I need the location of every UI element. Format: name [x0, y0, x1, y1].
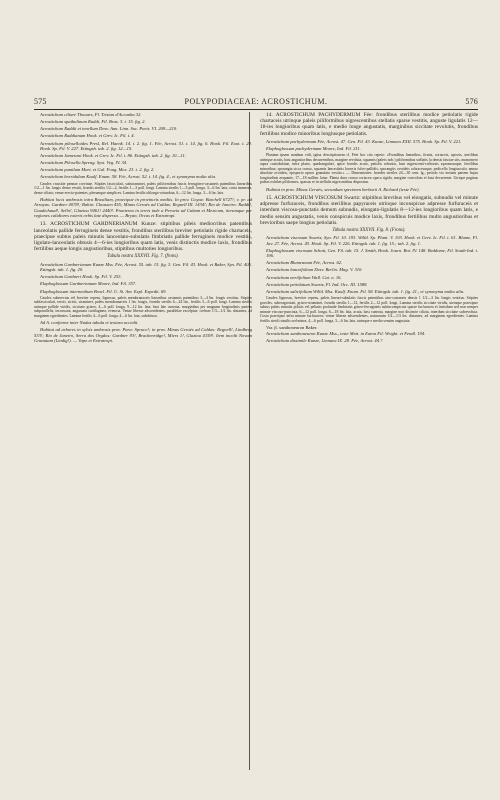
note-paragraph: Ad A. conforme inter Nudas tabula et textura accedit. — [40, 320, 139, 326]
synonym-entry: Acrostichum pachydermum Fée, Acrost. 47. Gen. Fil. 43. Kunze, Linnaea XXII. 575. Hook. Sp. Fil. V. 221. — [266, 138, 462, 144]
page-header — [34, 97, 478, 109]
plate-reference: Tabula nostra XXXVII. Fig. 8. (Frons). — [332, 228, 406, 234]
header-rule — [34, 109, 478, 110]
variety-heading: Var. β. xanthoneuron Baker. — [266, 325, 318, 331]
synonym-entry: Elaphoglossum Gardnerianum Moore, Ind. Fil. 357. — [40, 281, 137, 287]
synonym-entry: Acrostichum salicifolium Willd. Mss. Kaulf. Enum. Fil. 58. Ettingsh. tab. 1. fig. 21., et synonyma multa alia. — [266, 288, 465, 294]
synonym-entry: Acrostichum neriifolium Wall. Cat. n. 16. — [266, 274, 342, 280]
description-paragraph: Caudex crassitie pennae corvinae. Stipites fasciculati, substraminei, paleis piliformibus fuscis ferrugineo-castaneis patentibus linearibus 1/2—1 lin. longis dense vestiti, frondis sterilis 1/2—2, fertilis 1—3 poll. longi. Lamina sterilis 1—3 poll. longa, 3—6 lin. lata; costa immersa, dense ciliata; venae erecto-patentes, plerumque simplices. Lamina fertilis oblongo-rotundata, 6—12 lin. longa, 3—6 lin. lata. — [34, 181, 252, 195]
synonym-list-13 — [34, 262, 252, 294]
synonym-list-15 — [260, 235, 478, 294]
synonym-entry: Elaphoglossum intermedium Bracl. Fil. U. St. Am. Expl. Expedit. 69. — [40, 288, 167, 294]
synonym-entry: Acrostichum Jamesoni Hook. et Grev. Ic. Fil. t. 86. Ettingsh. tab. 2. fig. 10—11. — [40, 153, 186, 159]
plate-reference: Tabula nostra XXXVII. Fig. 7. (frons). — [107, 254, 179, 260]
synonym-entry: Acrostichum spathulinum Raddi, Fil. Bras. 3. t. 15. fig. 2. — [40, 119, 146, 125]
synonym-entry: Acrostichum dissimile Kunze, Linnaea IX. 28. Fée, Acrost. 44.? — [266, 337, 383, 343]
synonym-entry: Acrostichum Blumeanum Fée, Acrost. 62. — [266, 260, 343, 266]
synonym-entry: Acrostichum lanceifolium Desv. Berlin. Mag. V. 310. — [266, 267, 363, 273]
synonym-entry: Acrostichum Gardnerianum Kunze Mss. Fée, Acrost. 55. tab. 15. fig. 3. Gen. Fil. 43. Hook. et Baker, Syn. Fil. 405. Ettingsh. tab. 1. fig. 20. — [40, 261, 252, 273]
species-heading-14: 14. ACROSTICHUM PACHYDERMUM Fée: frondibus sterilibus modice petiolatis rigide chartaceis utrinque paleis piliformibus nigrescentibus stellatis sparse vestitis, anguste ligulatis 12—18-ies longioribus quam latis, e medio longe angustatis, marginibus siccitate revolutis, frondibus fertilibus modice minoribus longiusque petiolatis. — [260, 112, 478, 137]
species-heading-15: 15. ACROSTICHUM VISCOSUM Swartz: stipitibus brevibus vel elongatis, subnudis vel minute adpresse furfuraceis, frondibus sterilibus papyraceis utrinque inconspicue adpresse furfuraceis et interdum viscoso-punctatis demum subnudis, elongato-ligulatis 8—12-ies longioribus quam latis, e medio sensim angustatis, venis conspicuis modice laxis, frondibus fertilibus multo angustioribus et brevioribus saepe longius petiolatis. — [260, 195, 478, 226]
synonym-entry: Acrostichum viscosum Swartz, Syn. Fil. 10. 193. Willd. Sp. Plant. V. 103. Hook. et Grev. Ic. Fil. t. 61. Blume, Fl. Jav. 27. Fée, Acrost. 45. Hook. Sp. Fil. V. 226. Ettingsh. tab. 1. fig. 15.; tab. 2. fig. 1. — [266, 235, 478, 246]
habitat-paragraph: Habitat in prov. Minas Geraës, secundum specimen herbarii A. Richard (teste Fée). — [266, 186, 420, 192]
description-paragraph: Plantam ipsam nondum vidi, igitur descriptionem cl. Féei hoc cito repeto: «Frondibus linearibus, firmis, coriaceis, apiceis, sterilibus utrinque acutis, basi angustioribus decurrentibus, margine revoluta, squamis (paleis nob.) piliformibus stellatis (a densis fasciae stis, monomero supra custodulatae, infra plano, quadrangulari, apice frondis acuto, petiolis robustis, basi nigrescenti-crebrosis squamosaque; fertilibus minoribus; sporangia sicca crasso, squamis lanceolatis lacerris fulvo-pallidis; sporangiis ovoideis ochraceusque, pedicello longiusculo; annuo absolute ovoideis, episporio opaco granulato vestito.» — Dimensiones: frondes steriles 24—30 cent. lg.; petiolo vix tertiam partem hujus longitudinis aequante, 17—18 millim. latae. Planta dura crassa coriacea opaca rigida, margine convoluto et basi decurrente. Utrique paginas paleas exhibet piliformes, sparsas et in stellulis nigricantibus dispositas. — [260, 153, 478, 185]
left-column — [34, 112, 252, 345]
right-column — [260, 112, 478, 345]
synonym-list-variety — [260, 331, 478, 343]
habitat-paragraph: Habitat ad arbores in sylvis umbrosis prov. Para: Spruce!; in prov. Minas Geraës ad Caldas: Regnell!, Lindberg 533!; Rio de Janeiro, Serra dos Orgãos: Gardner 93!, Brackenridge!, Miers 1!, Glaziou 4159!. Item incolit Novam Granatam (Lindig!). — Vapo et Extratropi. — [34, 327, 252, 343]
page-number-right: 576 — [465, 97, 478, 106]
synonym-entry: Acrostichum Pilosella Spreng. Syst. Veg. IV. 34. — [40, 160, 128, 166]
description-paragraph: Caudex lignosus, breviter repens, paleis lineari-subulatis fuscis patentibus atro-castaneis densis 1 1/2—3 lin. longis vestitus. Stipites graciles, suberagrostati, griseo-straminei, frondis sterilis 1—12, fertilis 2—12 poll. longi. Lamina sterilis siccitate viridis, utrinque praecipue subtus paleis minutis pilosis vel peltatis profunde fimbriatis griseo-ferrugineis subinconspicuis sparse furfuracea et interdum sed non semper minute viscoso-punctata, 6—12 poll. longa, 6—18 lin. lata, acuta, basi cuneata, margine non distincte ciliata, interdum siccitate subrevoluta. Costa praecipue infra minute furfuracea; venae liberae adscendentes, naturarum 1/4—1/3 lin. distantes, ad marginem egredientes. Lamina fertilis sterili similis sed minor, 4—6 poll. longa, 3—6 lin. lata, utrinque e medio sensim angustata. — [260, 296, 478, 323]
synonym-entry: Acrostichum Raddianum Hook. et Grev. Ic. Fil. t. 4. — [40, 133, 135, 139]
synonym-list-14 — [260, 139, 478, 151]
synonym-entry: Elaphoglossum pachydermum Moore, Ind. Fil. 211. — [266, 145, 361, 151]
habitat-paragraph: Habitat locis umbrosis intra Brasiliam, praecipue in provinciis mediis. In prov. Goyaz: Burchell 6727!; v. pr. ad Arrayas: Gardner 4078!; Bahia: Claussen 455; Minas Geraës ad Caldas: Regnell III. 1434!; Rio de Janeiro: Raddi!, Gaudichaud!, Sello!, Glaziou 9461! 2440!. Praeterea in terris inde a Peruvia ad Cubam et Mexicum, iterumque per regiones calidiores exteris orbis late dispersa. — Bryan, Orcas et Extratropi. — [34, 197, 252, 219]
synonym-entry: Acrostichum Gardneri Hook. Sp. Fil. V. 253. — [40, 274, 122, 280]
synonym-entry: Acrostichum xanthoneuron Kunze Mss., teste Mett. in Eaton Fil. Wright. et Fendl. 194. — [266, 330, 426, 336]
page-number-left: 575 — [34, 97, 47, 106]
synonym-entry: Acrostichum piloselloides Presl, Rel. Haenk. 14. t. 2. fig. 1. Fée, Acrost. 51. t. 14. fig. 6. Hook. Fil. Exot. t. 29. Hook. Sp. Fil. V. 227. Ettingsh. tab. 2. fig. 12—15. — [40, 140, 252, 151]
description-paragraph: Caudex suberectus vel breviter repens, lignosus, paleis membranaceis linearibus castaneis patentibus 3—4 lin. longis vestitus. Stipites subfasciculati, erecti, stricti, straminei, paleis membranaceis 1 lin. longis, frondis sterilis 6—24 lin., fertilis 3—6 poll. longi. Lamina sterilis utrinque pallide viridis, siccitate griseo, 4—6 poll. longa, 9—12 lin. lata; basi late cuneata, marginibus per magnam longitudinis partem subparallelis, incrassata, angustata cartilaginea, evenosa. Venae liberae adscendentes, parallelae excelptae, crebrae 1/3—1/2 lin. distantes, ad marginem egredientes. Lamina fertilis 4—6 poll. longa, 4—6 lin. lata, subobtusa. — [34, 295, 252, 318]
species-heading-13: 13. ACROSTICHUM GARDNERIANUM Kunze: stipitibus pileis mediocribus patentibus lanceolatis pallide ferrugineis dense vestitis, frondibus sterilibus breviter petiolatis rigide chartaceis, praecipue subtus paleis minutis lanceolato-subulatis fimbriatis pallide ferrugineis modice vestitis, ligulato-lanceolatis obtusis 4—6-ies longioribus quam latis, venis distinctis modice laxis, frondibus fertilibus aeque longis angustioribus, stipitibus multoties longioribus. — [34, 221, 252, 253]
synonym-list-top — [34, 112, 252, 180]
running-head: POLYPODIACEAE: ACROSTICHUM. — [184, 97, 328, 106]
synonym-entry: Acrostichum horridulum Kaulf. Enum. 58. Fée, Acrost. 52. t. 14. fig. 4., et synonyma multa alia. — [40, 174, 217, 180]
synonym-entry: Acrostichum petiolatum Swartz, Fl. Ind. Occ. III. 1588. — [266, 281, 368, 287]
synonym-entry: Elaphoglossum viscosum Schott, Gen. Fil. tab. 15. J. Smith, Hook. Journ. Bot. IV. 148. Beddome, Fil. South-Ind. t. 196. — [266, 247, 478, 259]
synonym-entry: Acrostichum Raddii et tenellum Desv. Ann. Linn. Soc. Paris. VI. 209—210. — [40, 126, 178, 132]
synonym-entry: Acrostichum ciliare Thouars, Fl. Tristan d'Accunha 32. — [40, 112, 142, 117]
synonym-entry: Acrostichum pumilum Mart. et Gal. Foug. Mex. 23. t. 2. fig. 2. — [40, 167, 155, 173]
